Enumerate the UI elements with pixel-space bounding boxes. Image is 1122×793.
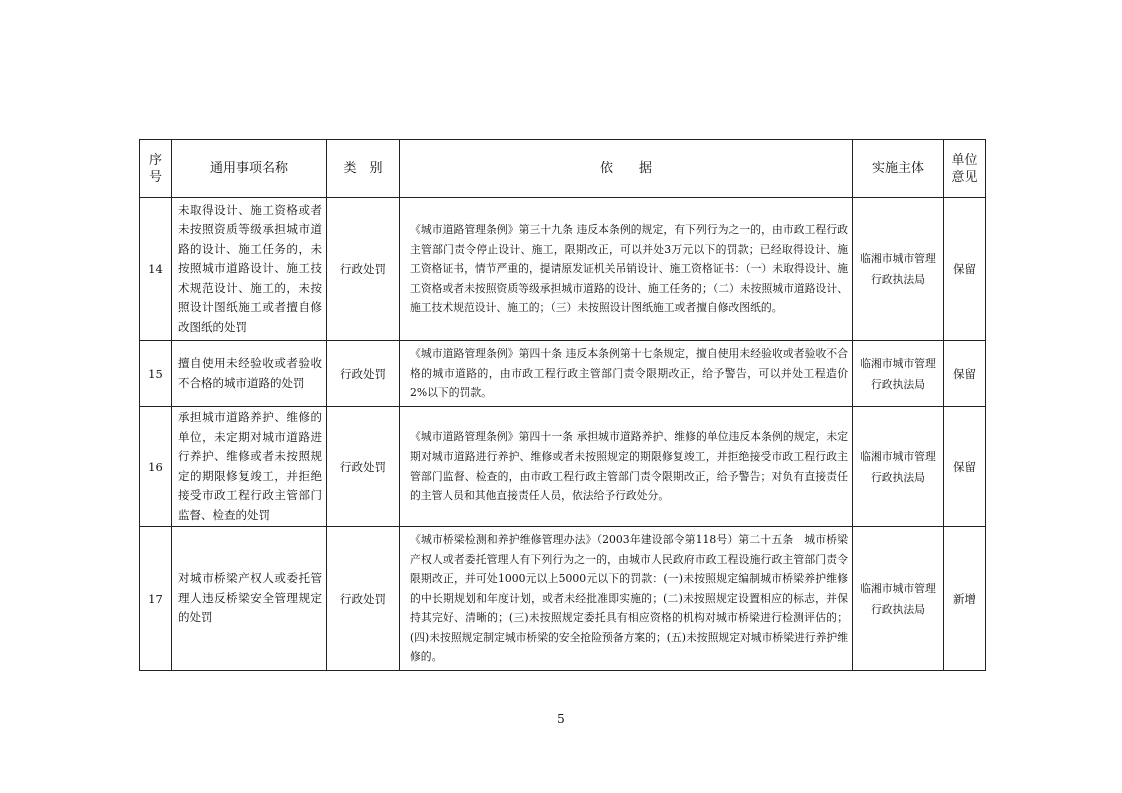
item-category: 行政处罚	[327, 527, 400, 671]
header-opinion: 单位 意见	[944, 140, 986, 198]
header-agency: 实施主体	[853, 140, 944, 198]
header-basis: 依 据	[400, 140, 853, 198]
item-opinion: 保留	[944, 198, 986, 341]
item-basis: 《城市道路管理条例》第三十九条 违反本条例的规定，有下列行为之一的，由市政工程行政主管部门责令停止设计、施工，限期改正，可以并处3万元以下的罚款；已经取得设计、施工资格证书，情节严重的，提请原发证机关吊销设计、施工资格证书：（一）未取得设计、施工资格或者未按照资质等级承担城市道路的设计、施工任务的；（二）未按照城市道路设计、施工技术规范设计、施工的；（三）未按照设计图纸施工或者擅自修改图纸的。	[400, 198, 853, 341]
header-category: 类 别	[327, 140, 400, 198]
item-basis: 《城市道路管理条例》第四十条 违反本条例第十七条规定，擅自使用未经验收或者验收不合格的城市道路的，由市政工程行政主管部门责令限期改正，给予警告，可以并处工程造价2%以下的罚款。	[400, 341, 853, 407]
item-agency: 临湘市城市管理行政执法局	[853, 407, 944, 527]
item-basis: 《城市桥梁检测和养护维修管理办法》（2003年建设部令第118号）第二十五条 城市桥梁产权人或者委托管理人有下列行为之一的，由城市人民政府市政工程设施行政主管部门责令限期改正，并可处1000元以上5000元以下的罚款：(一)未按照规定编制城市桥梁养护维修的中长期规划和年度计划，或者未经批准即实施的；(二)未按照规定设置相应的标志，并保持其完好、清晰的；(三)未按照规定委托具有相应资格的机构对城市桥梁进行检测评估的；(四)未按照规定制定城市桥梁的安全抢险预备方案的；(五)未按照规定对城市桥梁进行养护维修的。	[400, 527, 853, 671]
table-row	[140, 341, 986, 407]
header-no: 序 号	[140, 140, 172, 198]
item-agency: 临湘市城市管理行政执法局	[853, 198, 944, 341]
table-row	[140, 407, 986, 527]
item-name: 未取得设计、施工资格或者未按照资质等级承担城市道路的设计、施工任务的，未按照城市道路设计、施工技术规范设计、施工的，未按照设计图纸施工或者擅自修改图纸的处罚	[172, 198, 327, 341]
table-header-row	[140, 140, 986, 198]
administrative-penalty-table	[139, 139, 986, 671]
item-opinion: 保留	[944, 407, 986, 527]
row-number: 16	[140, 407, 172, 527]
item-name: 对城市桥梁产权人或委托管理人违反桥梁安全管理规定的处罚	[172, 527, 327, 671]
header-item-name: 通用事项名称	[172, 140, 327, 198]
page-number: 5	[557, 712, 565, 726]
item-name: 擅自使用未经验收或者验收不合格的城市道路的处罚	[172, 341, 327, 407]
item-name: 承担城市道路养护、维修的单位，未定期对城市道路进行养护、维修或者未按照规定的期限修复竣工，并拒绝接受市政工程行政主管部门监督、检查的处罚	[172, 407, 327, 527]
item-category: 行政处罚	[327, 407, 400, 527]
item-opinion: 新增	[944, 527, 986, 671]
item-category: 行政处罚	[327, 198, 400, 341]
item-basis: 《城市道路管理条例》第四十一条 承担城市道路养护、维修的单位违反本条例的规定，未定期对城市道路进行养护、维修或者未按照规定的期限修复竣工，并拒绝接受市政工程行政主管部门监督、检查的，由市政工程行政主管部门责令限期改正，给予警告；对负有直接责任的主管人员和其他直接责任人员，依法给予行政处分。	[400, 407, 853, 527]
table-row	[140, 527, 986, 671]
item-opinion: 保留	[944, 341, 986, 407]
row-number: 14	[140, 198, 172, 341]
item-category: 行政处罚	[327, 341, 400, 407]
item-agency: 临湘市城市管理行政执法局	[853, 341, 944, 407]
item-agency: 临湘市城市管理行政执法局	[853, 527, 944, 671]
row-number: 17	[140, 527, 172, 671]
row-number: 15	[140, 341, 172, 407]
table-row	[140, 198, 986, 341]
